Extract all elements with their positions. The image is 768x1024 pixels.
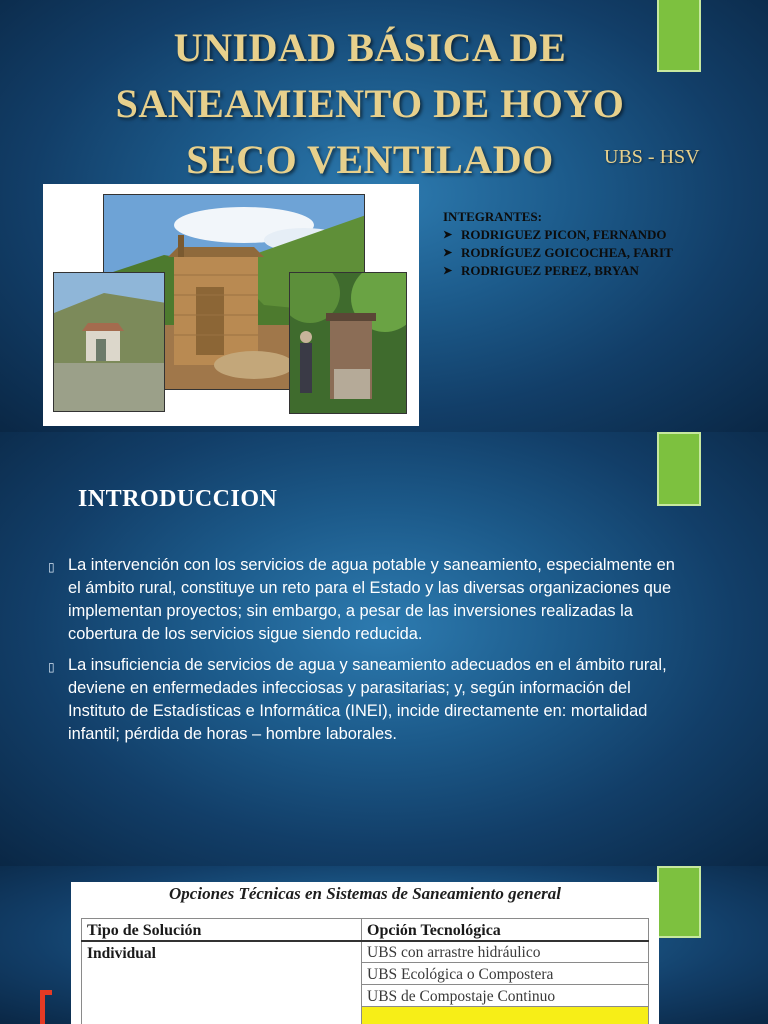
slide-title (0, 0, 768, 432)
highlighted-cell (362, 1007, 649, 1024)
chevron-right-icon: ➤ (443, 247, 453, 259)
slide-options-table (0, 866, 768, 1024)
chevron-right-icon: ➤ (443, 229, 453, 241)
red-bracket-shape (40, 990, 52, 1024)
slide-introduction (0, 432, 768, 866)
team-member (443, 262, 673, 280)
options-table (81, 918, 649, 1024)
photo-collage (43, 184, 419, 426)
table-cell: UBS Ecológica o Compostera (362, 963, 649, 985)
table-row (82, 985, 649, 1007)
table-cell: UBS con arrastre hidráulico (362, 941, 649, 963)
accent-bar (657, 432, 701, 506)
paragraph-text: La insuficiencia de servicios de agua y saneamiento adecuados en el ámbito rural, deviene en enfermedades infecciosas y parasitarias; y, según información del Instituto de Estadísticas e Informática (INEI), incide directamente en: mortalidad infantil; pérdida de horas – hombre laborales. (68, 656, 667, 743)
member-name: RODRIGUEZ PICON, FERNANDO (461, 227, 667, 242)
bullet-icon: ▯ (48, 560, 55, 574)
bullet-icon: ▯ (48, 660, 55, 674)
photo-hillside-latrine (53, 272, 165, 412)
column-header: Tipo de Solución (82, 919, 362, 941)
section-title: INTRODUCCION (78, 486, 278, 512)
table-header-row (82, 919, 649, 941)
table-row (82, 963, 649, 985)
table-cell (82, 963, 362, 985)
team-list (443, 208, 673, 280)
title-line-1: UNIDAD BÁSICA DE (173, 25, 567, 70)
table-row (82, 941, 649, 963)
title-line-3: SECO VENTILADO (186, 137, 554, 182)
accent-bar (657, 866, 701, 938)
column-header: Opción Tecnológica (362, 919, 649, 941)
table-cell: UBS de Compostaje Continuo (362, 985, 649, 1007)
intro-paragraph (46, 554, 686, 646)
team-heading: INTEGRANTES: (443, 209, 542, 224)
table-title: Opciones Técnicas en Sistemas de Saneamiento general (169, 884, 561, 903)
table-row-highlighted (82, 1007, 649, 1024)
member-name: RODRIGUEZ PEREZ, BRYAN (461, 263, 639, 278)
chevron-right-icon: ➤ (443, 265, 453, 277)
main-title (40, 20, 700, 188)
table-cell: Individual (82, 941, 362, 963)
title-line-2: SANEAMIENTO DE HOYO (115, 81, 625, 126)
table-cell (82, 985, 362, 1007)
team-member (443, 244, 673, 262)
intro-body (46, 554, 686, 754)
options-table-card (71, 882, 659, 1024)
intro-paragraph (46, 654, 686, 746)
photo-forest-latrine (289, 272, 407, 414)
member-name: RODRÍGUEZ GOICOCHEA, FARIT (461, 245, 673, 260)
paragraph-text: La intervención con los servicios de agua potable y saneamiento, especialmente en el ámbito rural, constituye un reto para el Estado y las diversas organizaciones que implementan proyectos; sin embargo, a pesar de las inversiones realizadas la cobertura de los servicios sigue siendo reducida. (68, 556, 675, 643)
subtitle: UBS - HSV (604, 146, 700, 168)
table-cell (82, 1007, 362, 1024)
team-member (443, 226, 673, 244)
